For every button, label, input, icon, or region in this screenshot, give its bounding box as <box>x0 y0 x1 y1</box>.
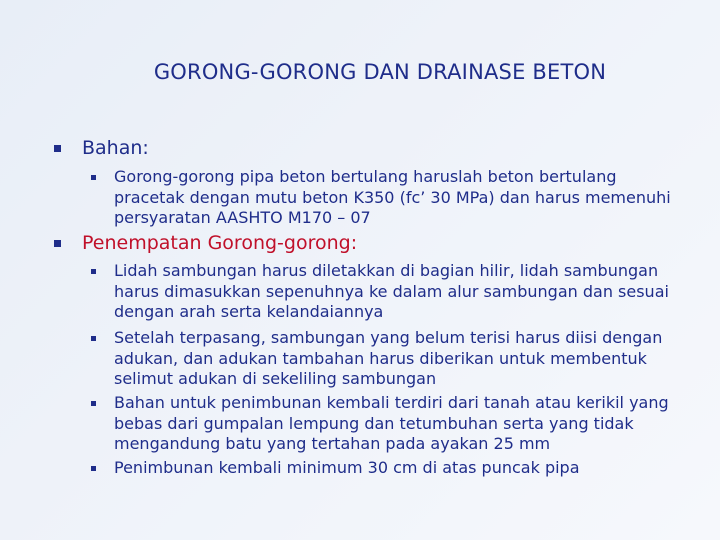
square-bullet-icon <box>91 466 96 471</box>
list-item-text: Setelah terpasang, sambungan yang belum terisi harus diisi dengan adukan, dan adukan tambahan harus diberikan untuk membentuk selimut adukan di sekeliling sambungan <box>114 328 663 388</box>
list-item-text: Bahan untuk penimbunan kembali terdiri dari tanah atau kerikil yang bebas dari gumpalan lempung dan tetumbuhan serta yang tidak mengandung batu yang tertahan pada ayakan 25 mm <box>114 393 669 453</box>
square-bullet-icon <box>91 269 96 274</box>
square-bullet-icon <box>91 336 96 341</box>
slide-title: GORONG-GORONG DAN DRAINASE BETON <box>153 60 607 84</box>
section-heading-bahan: Bahan: <box>82 137 149 159</box>
square-bullet-icon <box>91 175 96 180</box>
square-bullet-icon <box>91 401 96 406</box>
list-item-text: Gorong-gorong pipa beton bertulang haruslah beton bertulang pracetak dengan mutu beton K350 (fc’ 30 MPa) dan harus memenuhi persyaratan AASHTO M170 – 07 <box>114 167 671 227</box>
section-heading-penempatan: Penempatan Gorong-gorong: <box>82 232 358 254</box>
list-item-text: Penimbunan kembali minimum 30 cm di atas puncak pipa <box>114 458 580 477</box>
square-bullet-icon <box>54 240 61 247</box>
list-item-text: Lidah sambungan harus diletakkan di bagian hilir, lidah sambungan harus dimasukkan sepenuhnya ke dalam alur sambungan dan sesuai dengan arah serta kelandaiannya <box>114 261 669 321</box>
square-bullet-icon <box>54 145 61 152</box>
